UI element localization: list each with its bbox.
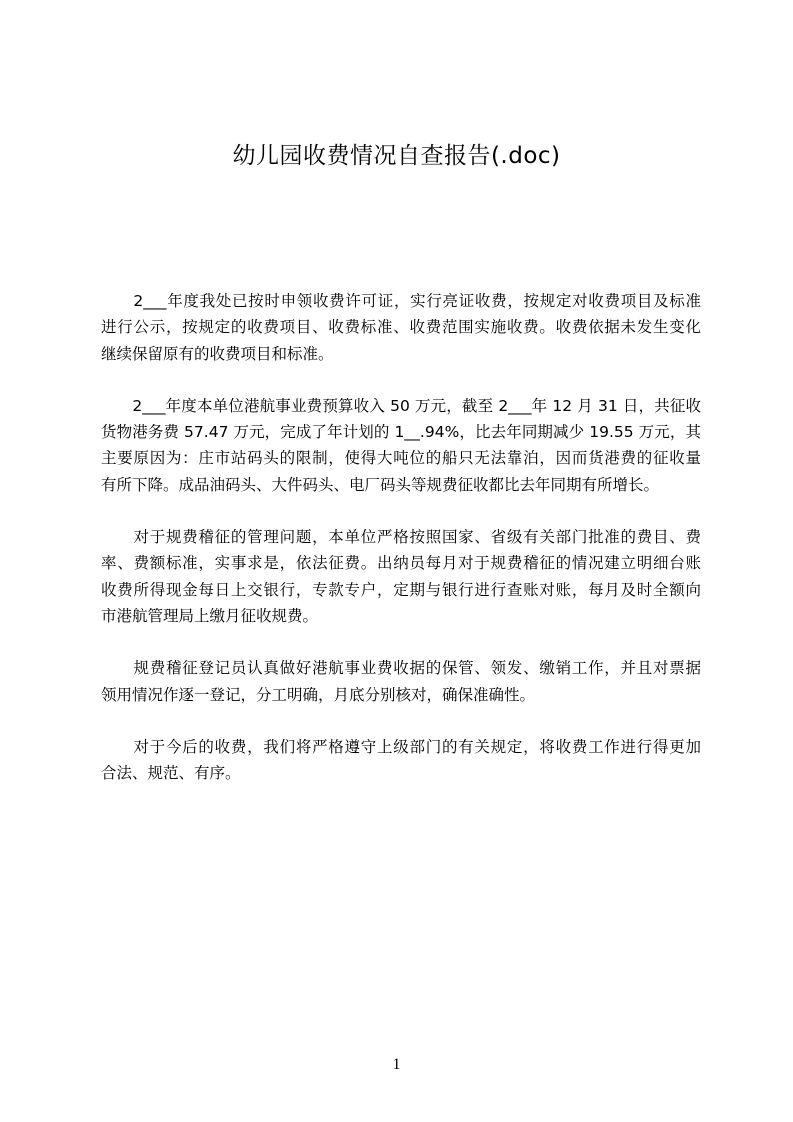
document-title: 幼儿园收费情况自查报告(.doc) bbox=[232, 143, 561, 169]
paragraph-registration bbox=[101, 655, 701, 708]
paragraph-line: 2___年度本单位港航事业费预算收入 50 万元，截至 2___年 12 月 31 日，共征收 bbox=[101, 396, 701, 415]
paragraph-line: 进行公示，按规定的收费项目、收费标准、收费范围实施收费。收费依据未发生变化 bbox=[101, 318, 701, 337]
paragraph-line: 率、费额标准，实事求是，依法征费。出纳员每月对于规费稽征的情况建立明细台账 bbox=[101, 554, 701, 573]
paragraph-line: 2___年度我处已按时申领收费许可证，实行亮证收费，按规定对收费项目及标准 bbox=[101, 292, 701, 310]
paragraph-line: 收费所得现金每日上交银行，专款专户，定期与银行进行查账对账，每月及时全额向 bbox=[101, 580, 701, 599]
paragraph-line: 领用情况作逐一登记，分工明确，月底分别核对，确保准确性。 bbox=[101, 685, 536, 704]
paragraph-line: 合法、规范、有序。 bbox=[101, 764, 241, 783]
paragraph-line: 继续保留原有的收费项目和标准。 bbox=[101, 344, 334, 363]
document-body bbox=[101, 288, 701, 812]
paragraph-line: 规费稽征登记员认真做好港航事业费收据的保管、领发、缴销工作，并且对票据 bbox=[101, 659, 701, 678]
paragraph-revenue bbox=[101, 393, 701, 498]
paragraph-line: 货物港务费 57.47 万元，完成了年计划的 1__.94%，比去年同期减少 19.55 万元，其 bbox=[101, 423, 701, 442]
paragraph-management bbox=[101, 524, 701, 629]
paragraph-line: 主要原因为：庄市站码头的限制，使得大吨位的船只无法靠泊，因而货港费的征收量 bbox=[101, 449, 701, 468]
paragraph-future bbox=[101, 734, 701, 787]
paragraph-line: 有所下降。成品油码头、大件码头、电厂码头等规费征收都比去年同期有所增长。 bbox=[101, 475, 660, 494]
paragraph-line: 市港航管理局上缴月征收规费。 bbox=[101, 606, 319, 625]
paragraph-line: 对于今后的收费，我们将严格遵守上级部门的有关规定，将收费工作进行得更加 bbox=[101, 737, 701, 756]
paragraph-line: 对于规费稽征的管理问题，本单位严格按照国家、省级有关部门批准的费目、费 bbox=[101, 528, 701, 547]
paragraph-license bbox=[101, 288, 701, 367]
page-number: 1 bbox=[392, 1056, 401, 1073]
